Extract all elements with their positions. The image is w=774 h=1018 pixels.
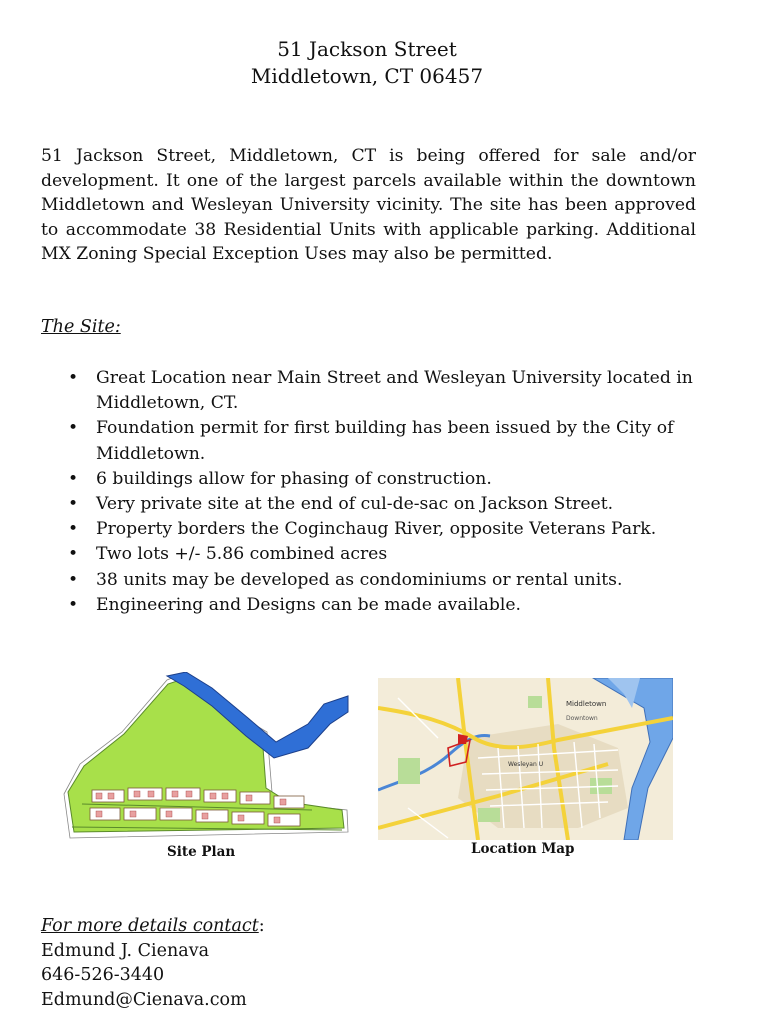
site-plan-caption: Site Plan [167, 844, 236, 860]
list-item: • 6 buildings allow for phasing of construction. [41, 467, 721, 492]
list-item: • Two lots +/- 5.86 combined acres [41, 542, 721, 567]
contact-email[interactable]: Edmund@Cienava.com [41, 989, 247, 1010]
bullet-icon: • [68, 519, 79, 540]
contact-heading: For more details contact [41, 916, 259, 936]
site-section-heading: The Site: [41, 317, 121, 337]
bullet-icon: • [68, 569, 79, 590]
map-label-university: Wesleyan U [508, 761, 544, 768]
location-map-caption: Location Map [471, 841, 575, 857]
bullet-icon: • [68, 494, 79, 515]
contact-phone: 646-526-3440 [41, 965, 165, 986]
contact-heading-colon: : [258, 916, 265, 936]
list-item: • Foundation permit for first building has been issued by the City of Middletown. [68, 418, 674, 464]
bullet-icon: • [68, 418, 79, 439]
title-city: Middletown, CT 06457 [250, 64, 484, 88]
title-street: 51 Jackson Street [277, 37, 457, 61]
map-label-center: Downtown [566, 715, 598, 722]
bullet-icon: • [68, 594, 79, 615]
bullet-icon: • [68, 544, 79, 565]
contact-name: Edmund J. Cienava [41, 940, 210, 961]
contact-heading-line [41, 914, 265, 939]
list-item: • Engineering and Designs can be made available. [41, 593, 721, 618]
list-item: • Very private site at the end of cul-de-sac on Jackson Street. [41, 492, 721, 517]
site-plan-image [62, 672, 352, 840]
bullet-icon: • [68, 368, 79, 388]
document-title [0, 36, 734, 90]
location-map-image [378, 678, 673, 840]
map-label-town: Middletown [566, 700, 607, 708]
list-item: • Property borders the Coginchaug River, opposite Veterans Park. [41, 517, 721, 542]
contact-block [41, 914, 265, 1012]
list-item: • Great Location near Main Street and Wesleyan University located in Middletown, CT. [68, 368, 693, 414]
list-item: • 38 units may be developed as condominiums or rental units. [41, 568, 721, 593]
site-features-list [41, 366, 721, 618]
bullet-icon: • [68, 468, 79, 489]
intro-paragraph: 51 Jackson Street, Middletown, CT is being offered for sale and/or development. It one of the largest parcels available within the downtown Middletown and Wesleyan University vicinity. The site has been approved to accommodate 38 Residential Units with applicable parking. Additional MX Zoning Special Exception Uses may also be permitted. [41, 146, 696, 265]
